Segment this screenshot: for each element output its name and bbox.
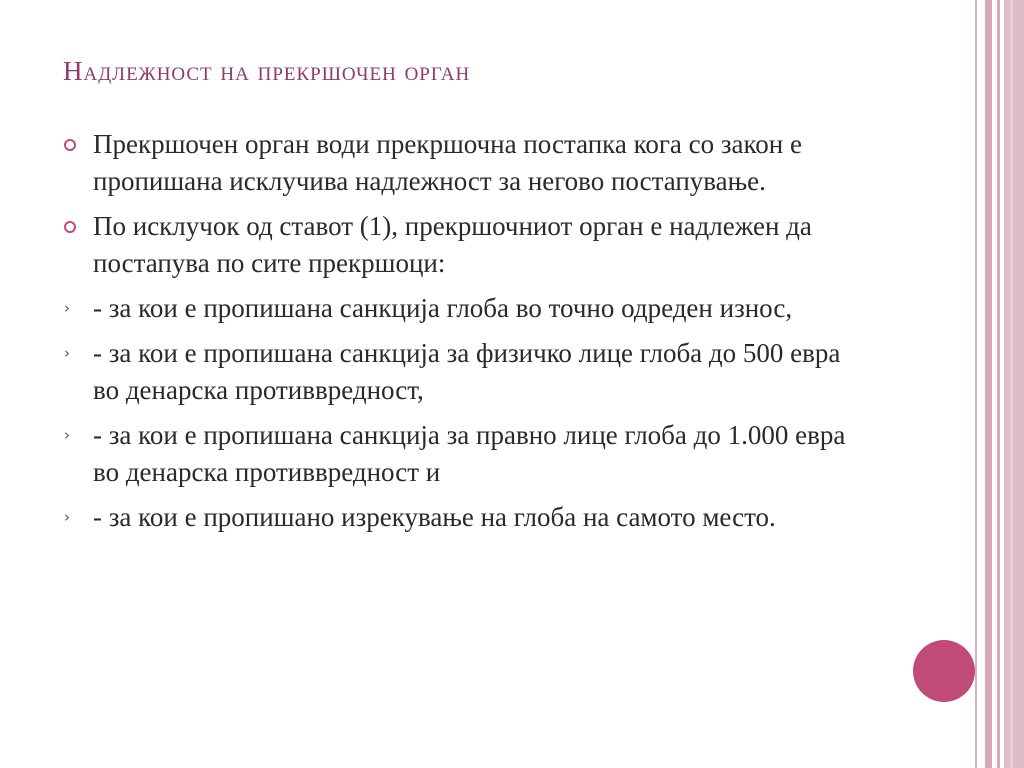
- slide-title: Надлежност на прекршочен орган: [63, 56, 471, 86]
- circle-bullet-icon: [64, 221, 76, 233]
- list-item: [64, 499, 864, 536]
- circle-bullet-icon: [64, 139, 76, 151]
- list-item-text: - за кои е пропишано изрекување на глоба на самото место.: [93, 502, 776, 532]
- list-item-text: - за кои е пропишана санкција за физичко лице глоба до 500 евра во денарска противвредност,: [93, 338, 841, 405]
- list-item-text: Прекршочен орган води прекршочна постапка кога со закон е пропишана исклучива надлежност за негово постапување.: [93, 129, 802, 196]
- decorative-stripe: [1004, 0, 1024, 768]
- bullet-list: [64, 126, 864, 544]
- arrow-bullet-icon: ›: [64, 299, 70, 317]
- list-item-text: - за кои е пропишана санкција за правно лице глоба до 1.000 евра во денарска противвредност и: [93, 420, 846, 487]
- decorative-stripe: [975, 0, 977, 768]
- list-item-text: - за кои е пропишана санкција глоба во точно одреден износ,: [93, 293, 793, 323]
- arrow-bullet-icon: ›: [64, 508, 70, 526]
- list-item: [64, 126, 864, 200]
- decorative-stripe: [985, 0, 992, 768]
- list-item: [64, 417, 864, 491]
- list-item: [64, 208, 864, 282]
- arrow-bullet-icon: ›: [64, 426, 70, 444]
- list-item: [64, 335, 864, 409]
- list-item: [64, 290, 864, 327]
- list-item-text: По исклучок од ставот (1), прекршочниот орган е надлежен да постапува по сите прекршоци:: [93, 211, 812, 278]
- decorative-stripe: [1010, 0, 1013, 768]
- arrow-bullet-icon: ›: [64, 344, 70, 362]
- decorative-stripe: [997, 0, 1000, 768]
- decorative-circle: [913, 640, 975, 702]
